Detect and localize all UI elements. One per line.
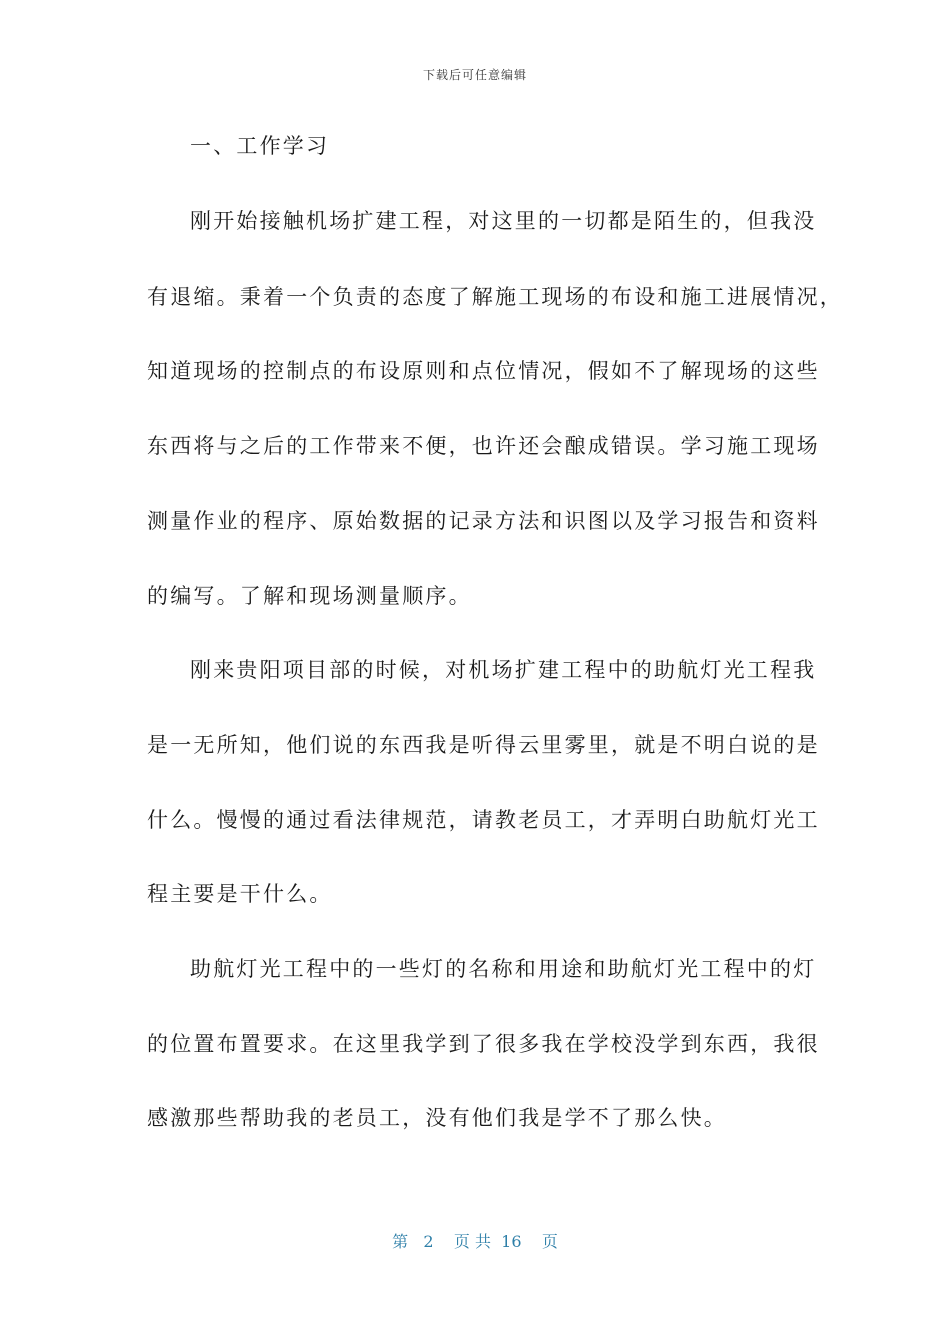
paragraph-line: 知道现场的控制点的布设原则和点位情况，假如不了解现场的这些	[147, 359, 820, 383]
footer-middle: 页 共	[453, 1232, 491, 1251]
paragraph-line: 测量作业的程序、原始数据的记录方法和识图以及学习报告和资料	[147, 509, 820, 533]
paragraph-line: 程主要是干什么。	[147, 882, 333, 906]
paragraph-line: 刚来贵阳项目部的时候，对机场扩建工程中的助航灯光工程我	[190, 658, 817, 682]
footer-suffix: 页	[541, 1232, 558, 1251]
section-heading: 一、工作学习	[190, 134, 330, 158]
footer-prefix: 第	[392, 1232, 409, 1251]
paragraph-line: 刚开始接触机场扩建工程，对这里的一切都是陌生的，但我没	[190, 209, 817, 233]
paragraph-line: 是一无所知，他们说的东西我是听得云里雾里，就是不明白说的是	[147, 733, 820, 757]
paragraph-line: 助航灯光工程中的一些灯的名称和用途和助航灯光工程中的灯	[190, 957, 817, 981]
page-number-footer	[0, 1229, 950, 1252]
paragraph-line: 的位置布置要求。在这里我学到了很多我在学校没学到东西，我很	[147, 1032, 820, 1056]
paragraph-line: 什么。慢慢的通过看法律规范，请教老员工，才弄明白助航灯光工	[147, 808, 820, 832]
total-pages-number: 16	[501, 1232, 522, 1251]
current-page-number: 2	[423, 1232, 434, 1251]
paragraph-line: 有退缩。秉着一个负责的态度了解施工现场的布设和施工进展情况，	[147, 285, 843, 309]
paragraph-line: 的编写。了解和现场测量顺序。	[147, 584, 472, 608]
paragraph-line: 东西将与之后的工作带来不便，也许还会酿成错误。学习施工现场	[147, 434, 820, 458]
header-note: 下载后可任意编辑	[422, 68, 527, 82]
paragraph-line: 感激那些帮助我的老员工，没有他们我是学不了那么快。	[147, 1106, 727, 1130]
